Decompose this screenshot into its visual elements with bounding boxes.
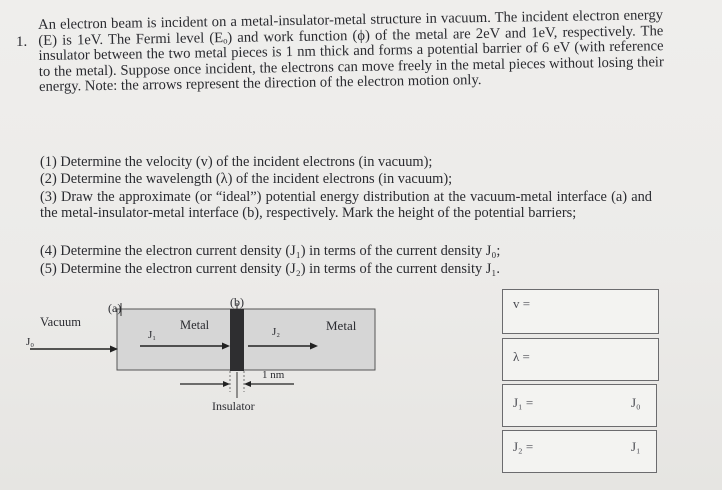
thickness-arrowhead-right [244,381,251,387]
vacuum-label: Vacuum [40,315,81,329]
metal-left-label: Metal [180,318,210,332]
question-number: 1. [16,34,28,50]
answer-box-j1[interactable] [502,384,657,427]
item-3: (3) Draw the approximate (or “ideal”) potential energy distribution at the vacuum-metal interface (a) and the metal-insulator-metal interface (b), respectively. Mark the height of the potential barriers; [40,189,652,221]
answer-value: J₀ [631,395,641,410]
answer-box-wavelength[interactable] [502,338,659,381]
item-2: (2) Determine the wavelength (λ) of the incident electrons (in vacuum); [40,171,453,187]
answer-box-velocity[interactable] [502,289,659,334]
thickness-label: 1 nm [262,369,285,381]
j0-label: J₀ [26,336,35,348]
question-intro: An electron beam is incident on a metal-insulator-metal structure in vacuum. The incident electron energy (E) is 1eV. The Fermi level (Eₒ) and work function (ϕ) of the metal are 2eV and 1eV, respectively. The insulator between the two metal pieces is 1 nm thick and forms a potential barrier of 6 eV (with reference to the metal). Suppose once incident, the electrons can move freely in the metal pieces without losing their energy. Note: the arrows represent the direction of the electron motion only. [37,7,664,96]
insulator-layer [230,309,244,371]
interface-a-label: (a) [108,301,122,315]
answer-label: J₂ = [513,439,534,454]
answer-label: λ = [513,349,530,364]
insulator-label: Insulator [212,399,255,413]
metal-right-label: Metal [326,318,357,333]
answer-box-j2[interactable] [502,430,657,473]
item-4: (4) Determine the electron current density (J₁) in terms of the current density J₀; [40,243,501,259]
answer-value: J₁ [631,439,641,454]
thickness-arrowhead-left [223,381,230,387]
j1-label: J₁ [148,329,157,341]
answer-label: J₁ = [513,395,534,410]
j2-label: J₂ [272,326,281,338]
answer-label: v = [513,296,531,311]
item-5: (5) Determine the electron current density (J₂) in terms of the current density J₁. [40,261,500,277]
item-1: (1) Determine the velocity (v) of the incident electrons (in vacuum); [40,154,433,170]
interface-b-label: (b) [230,295,244,309]
